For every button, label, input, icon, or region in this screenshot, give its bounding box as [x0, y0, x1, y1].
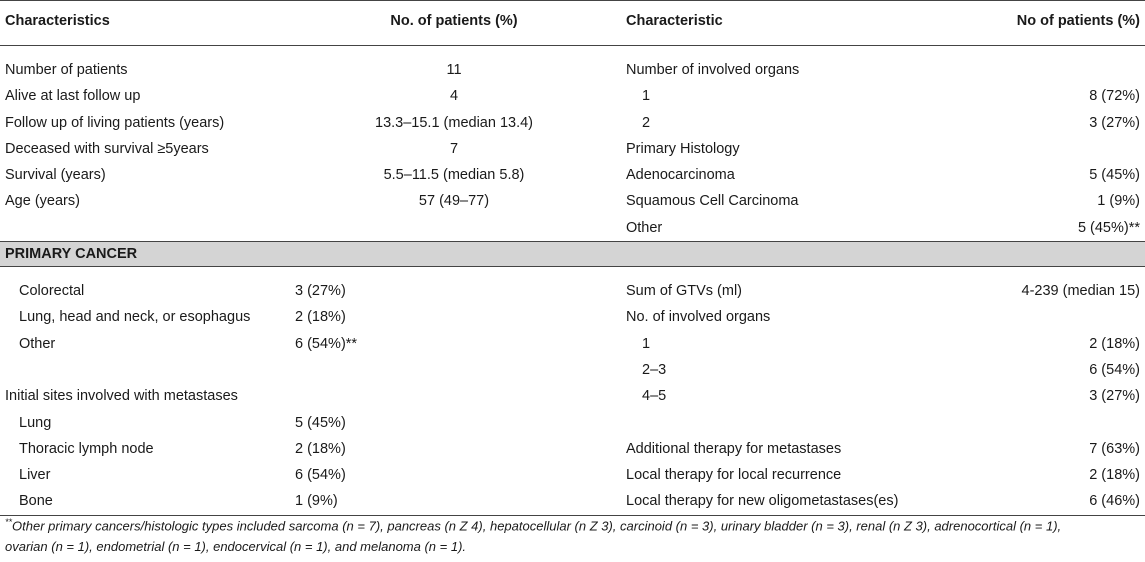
section-title: PRIMARY CANCER — [0, 242, 1145, 267]
row-label: 4–5 — [642, 388, 667, 405]
row-label: Adenocarcinoma — [626, 167, 735, 184]
row-label: Thoracic lymph node — [19, 440, 154, 457]
row-label: Colorectal — [19, 283, 85, 300]
row-label: 1 — [642, 88, 651, 105]
row-label: Number of patients — [5, 62, 128, 78]
row-label: Liver — [19, 467, 51, 484]
row-label — [0, 215, 290, 242]
row-value: 5.5–11.5 (median 5.8) — [383, 167, 525, 184]
table-row — [0, 462, 1145, 488]
row-label: Other — [19, 335, 56, 352]
row-label: Lung, head and neck, or esophagus — [19, 309, 251, 326]
row-label: Survival (years) — [5, 167, 106, 184]
table-row — [0, 46, 1145, 84]
row-label: Lung — [19, 414, 52, 431]
row-value: 11 — [446, 62, 462, 78]
table-row — [0, 304, 1145, 330]
row-label: Other — [626, 219, 663, 236]
row-value — [998, 304, 1145, 330]
row-label — [0, 357, 290, 383]
row-label: Age (years) — [5, 193, 80, 210]
table-row — [0, 436, 1145, 462]
section-header-row — [0, 242, 1145, 267]
table-row — [0, 410, 1145, 436]
table-row — [0, 267, 1145, 305]
row-value: 8 (72%) — [1089, 88, 1140, 105]
header-no-of-patients-right: No of patients (%) — [998, 1, 1145, 46]
row-label: Alive at last follow up — [5, 88, 141, 105]
row-label: Sum of GTVs (ml) — [626, 283, 743, 300]
row-label: 1 — [642, 335, 651, 352]
row-value: 3 (27%) — [295, 283, 346, 300]
row-value: 1 (9%) — [290, 488, 618, 515]
row-label: Bone — [0, 488, 290, 515]
row-label: Squamous Cell Carcinoma — [626, 193, 799, 210]
row-value: 6 (54%) — [295, 467, 346, 484]
table-row — [0, 331, 1145, 357]
table-row — [0, 383, 1145, 409]
row-value: 4-239 (median 15) — [1021, 283, 1140, 300]
row-value — [290, 215, 618, 242]
footnote-text-1: Other primary cancers/histologic types included sarcoma (n = 7), pancreas (n Z 4), hepatocellular (n Z 3), carcinoid (n = 3), urinary bladder (n = 3), renal (n Z 3), adrenocortical (n = 1), — [12, 518, 1062, 534]
row-value: 7 — [449, 140, 459, 157]
row-value: 5 (45%) — [295, 414, 346, 431]
footnote-line-2: ovarian (n = 1), endometrial (n = 1), endocervical (n = 1), and melanoma (n = 1). — [5, 539, 467, 555]
row-value: 2 (18%) — [1089, 467, 1140, 484]
row-label: Initial sites involved with metastases — [5, 388, 238, 405]
row-value: 6 (54%)** — [295, 335, 358, 352]
row-value: 13.3–15.1 (median 13.4) — [375, 114, 533, 131]
row-value: 5 (45%)** — [1077, 219, 1140, 236]
table-row — [0, 188, 1145, 214]
row-value — [998, 410, 1145, 436]
row-value — [290, 357, 618, 383]
footnote-marker: ** — [5, 517, 13, 527]
header-no-of-patients-left: No. of patients (%) — [290, 1, 618, 46]
table-row — [0, 357, 1145, 383]
row-value — [998, 46, 1145, 84]
row-value — [998, 136, 1145, 162]
row-value — [290, 383, 618, 409]
row-value: 7 (63%) — [1089, 440, 1140, 457]
row-label: Local therapy for new oligometastases(es) — [618, 488, 998, 515]
table-row — [0, 110, 1145, 136]
row-label: Additional therapy for metastases — [626, 440, 842, 457]
row-value: 4 — [449, 88, 459, 105]
row-label: No. of involved organs — [626, 309, 771, 326]
row-label: Number of involved organs — [626, 62, 800, 78]
row-label: Follow up of living patients (years) — [5, 114, 225, 131]
table-row — [0, 215, 1145, 242]
header-characteristics: Characteristics — [0, 1, 290, 46]
row-label — [618, 410, 998, 436]
header-characteristic: Characteristic — [618, 1, 998, 46]
row-label: Deceased with survival ≥5years — [5, 140, 209, 157]
row-label: 2 — [642, 114, 651, 131]
row-value: 3 (27%) — [1089, 114, 1140, 131]
row-value: 6 (54%) — [1089, 361, 1140, 378]
row-value: 5 (45%) — [1089, 167, 1140, 184]
row-value: 1 (9%) — [1097, 193, 1140, 210]
row-value: 6 (46%) — [998, 488, 1145, 515]
row-value: 2 (18%) — [295, 309, 346, 326]
table-footnote — [5, 512, 1140, 557]
row-value: 2 (18%) — [295, 440, 346, 457]
footnote-line-1 — [5, 512, 1140, 536]
row-value: 2 (18%) — [1089, 335, 1140, 352]
row-label: 2–3 — [642, 361, 667, 378]
table-row — [0, 83, 1145, 109]
row-label: Local therapy for local recurrence — [626, 467, 842, 484]
table-row — [0, 162, 1145, 188]
row-value: 3 (27%) — [1089, 388, 1140, 405]
header-row — [0, 1, 1145, 46]
table-row — [0, 136, 1145, 162]
row-value: 57 (49–77) — [418, 193, 490, 210]
row-label: Primary Histology — [626, 140, 740, 157]
